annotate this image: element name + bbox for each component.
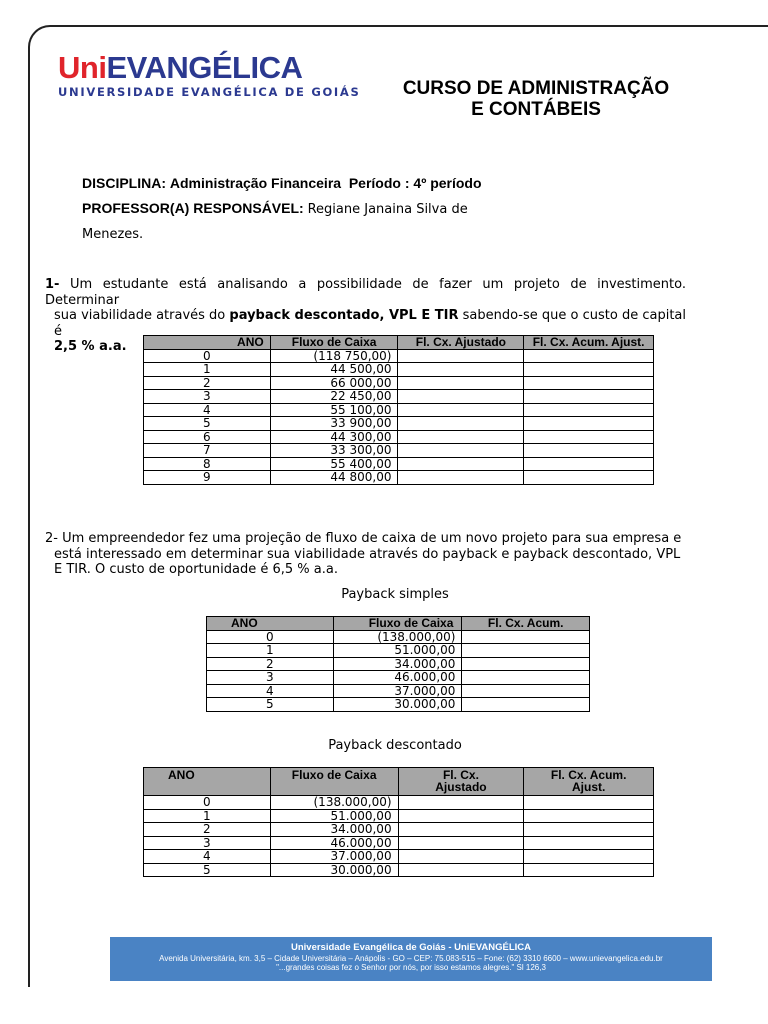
table-row [207, 698, 590, 712]
blank-answer-cell [462, 684, 590, 698]
blank-answer-cell [524, 809, 654, 823]
discipline-value: Administração Financeira [169, 175, 342, 191]
year-cell: 6 [144, 430, 271, 444]
blank-answer-cell [524, 430, 654, 444]
cash-flow-cell: 46.000,00 [270, 836, 398, 850]
cash-flow-cell: 37.000,00 [270, 850, 398, 864]
simple-header-ano: ANO [207, 617, 334, 631]
payback-descontado-table [143, 767, 654, 877]
table-row [207, 671, 590, 685]
table-row [144, 444, 654, 458]
cash-flow-cell: 51.000,00 [270, 809, 398, 823]
table-row [207, 630, 590, 644]
table-row [144, 471, 654, 485]
q1-text-a: Um estudante está analisando a possibilidade de fazer um projeto de investimento. Determinar [45, 277, 686, 308]
table-row [144, 390, 654, 404]
blank-answer-cell [524, 444, 654, 458]
q1-number: 1- [45, 277, 60, 292]
footer-verse: "...grandes coisas fez o Senhor por nós, por isso estamos alegres." Sl 126,3 [276, 963, 546, 972]
blank-answer-cell [398, 471, 524, 485]
blank-answer-cell [524, 850, 654, 864]
logo-uni: Uni [58, 50, 107, 85]
course-title-line2: E CONTÁBEIS [471, 99, 601, 120]
desc-header-ajustado-l2: Ajustado [435, 780, 487, 794]
blank-answer-cell [398, 444, 524, 458]
blank-answer-cell [524, 376, 654, 390]
table-row [144, 823, 654, 837]
cash-flow-cell: 66 000,00 [270, 376, 398, 390]
logo-subtitle: UNIVERSIDADE EVANGÉLICA DE GOIÁS [58, 85, 361, 99]
year-cell: 2 [207, 657, 334, 671]
year-cell: 7 [144, 444, 271, 458]
logo-evangelica: EVANGÉLICA [106, 50, 303, 85]
table-row [144, 457, 654, 471]
q1-text-b: sua viabilidade através do [54, 308, 226, 323]
year-cell: 0 [207, 630, 334, 644]
desc-header-acum-l2: Ajust. [571, 780, 606, 794]
blank-answer-cell [524, 417, 654, 431]
year-cell: 1 [207, 644, 334, 658]
table-row [144, 863, 654, 877]
simple-header-fluxo: Fluxo de Caixa [333, 617, 462, 631]
year-cell: 0 [144, 349, 271, 363]
period-value: 4º período [413, 175, 482, 191]
q1-bold-b: payback descontado, VPL E TIR [229, 308, 459, 323]
simple-header-acum: Fl. Cx. Acum. [462, 617, 590, 631]
q1-rate: 2,5 % a.a. [54, 339, 127, 354]
university-logo [58, 52, 361, 99]
year-cell: 1 [144, 809, 271, 823]
table-row [144, 363, 654, 377]
blank-answer-cell [398, 457, 524, 471]
year-cell: 0 [144, 796, 271, 810]
blank-answer-cell [398, 363, 524, 377]
cash-flow-cell: 44 800,00 [270, 471, 398, 485]
blank-answer-cell [462, 657, 590, 671]
blank-answer-cell [524, 836, 654, 850]
desc-header-ano: ANO [144, 768, 271, 796]
desc-header-ajustado [398, 768, 524, 796]
year-cell: 2 [144, 823, 271, 837]
blank-answer-cell [398, 823, 524, 837]
year-cell: 3 [207, 671, 334, 685]
footer-address: Avenida Universitária, km. 3,5 – Cidade Universitária – Anápolis - GO – CEP: 75.083-515 – Fone: (62) 3310 6600 – www.unievangelica.edu.br [159, 954, 663, 963]
q1-table [143, 335, 654, 485]
desc-header-ajustado-l1: Fl. Cx. [442, 768, 479, 782]
year-cell: 8 [144, 457, 271, 471]
blank-answer-cell [398, 430, 524, 444]
cash-flow-cell: 55 400,00 [270, 457, 398, 471]
year-cell: 9 [144, 471, 271, 485]
table-row [144, 403, 654, 417]
blank-answer-cell [398, 809, 524, 823]
question-2 [45, 531, 686, 578]
blank-answer-cell [524, 471, 654, 485]
blank-answer-cell [524, 796, 654, 810]
table-row [207, 684, 590, 698]
table-row [144, 417, 654, 431]
professor-name-cont: Menezes. [82, 227, 144, 242]
footer-title: Universidade Evangélica de Goiás - UniEVANGÉLICA [290, 942, 532, 953]
desc-header-fluxo: Fluxo de Caixa [270, 768, 398, 796]
q1-header-ajustado: Fl. Cx. Ajustado [398, 336, 524, 350]
cash-flow-cell: 37.000,00 [333, 684, 462, 698]
blank-answer-cell [462, 644, 590, 658]
blank-answer-cell [398, 390, 524, 404]
q1-header-fluxo: Fluxo de Caixa [270, 336, 398, 350]
blank-answer-cell [398, 349, 524, 363]
blank-answer-cell [462, 671, 590, 685]
cash-flow-cell: 34.000,00 [270, 823, 398, 837]
cash-flow-cell: 33 900,00 [270, 417, 398, 431]
blank-answer-cell [398, 796, 524, 810]
desc-header-acum-l1: Fl. Cx. Acum. [550, 768, 627, 782]
blank-answer-cell [524, 823, 654, 837]
professor-label: PROFESSOR(A) RESPONSÁVEL: [82, 200, 304, 216]
table-row [144, 796, 654, 810]
caption-payback-descontado: Payback descontado [328, 738, 462, 753]
cash-flow-cell: (118 750,00) [270, 349, 398, 363]
professor-name: Regiane Janaina Silva de [307, 202, 468, 217]
table-row [144, 836, 654, 850]
blank-answer-cell [524, 403, 654, 417]
blank-answer-cell [524, 863, 654, 877]
discipline-line [82, 175, 482, 191]
cash-flow-cell: (138.000,00) [333, 630, 462, 644]
cash-flow-cell: 55 100,00 [270, 403, 398, 417]
cash-flow-cell: 44 500,00 [270, 363, 398, 377]
year-cell: 4 [144, 850, 271, 864]
course-title [380, 78, 692, 120]
table-row [144, 850, 654, 864]
q2-line2: está interessado em determinar sua viabilidade através do payback e payback descontado, VPL [54, 546, 681, 562]
year-cell: 5 [144, 863, 271, 877]
q1-header-acum: Fl. Cx. Acum. Ajust. [524, 336, 654, 350]
cash-flow-cell: 34.000,00 [333, 657, 462, 671]
blank-answer-cell [524, 390, 654, 404]
q1-header-ano: ANO [144, 336, 271, 350]
blank-answer-cell [398, 417, 524, 431]
blank-answer-cell [398, 376, 524, 390]
professor-line [82, 200, 468, 217]
q1-text-c: sabendo-se que o custo de capital é [54, 308, 686, 339]
period-label: Período : [348, 175, 410, 191]
table-row [144, 809, 654, 823]
table-row [207, 644, 590, 658]
caption-payback-simples: Payback simples [341, 587, 449, 602]
year-cell: 4 [144, 403, 271, 417]
blank-answer-cell [462, 698, 590, 712]
blank-answer-cell [524, 363, 654, 377]
q2-line3: E TIR. O custo de oportunidade é 6,5 % a.a. [54, 562, 338, 577]
course-title-line1: CURSO DE ADMINISTRAÇÃO [402, 78, 670, 99]
desc-header-acum [524, 768, 654, 796]
table-row [144, 430, 654, 444]
cash-flow-cell: 51.000,00 [333, 644, 462, 658]
cash-flow-cell: 30.000,00 [270, 863, 398, 877]
year-cell: 3 [144, 390, 271, 404]
blank-answer-cell [398, 836, 524, 850]
blank-answer-cell [524, 349, 654, 363]
footer-banner [110, 937, 712, 981]
blank-answer-cell [524, 457, 654, 471]
table-row [144, 349, 654, 363]
discipline-label: DISCIPLINA: [82, 175, 166, 191]
cash-flow-cell: (138.000,00) [270, 796, 398, 810]
blank-answer-cell [462, 630, 590, 644]
table-row [207, 657, 590, 671]
blank-answer-cell [398, 850, 524, 864]
cash-flow-cell: 46.000,00 [333, 671, 462, 685]
blank-answer-cell [398, 403, 524, 417]
cash-flow-cell: 30.000,00 [333, 698, 462, 712]
year-cell: 2 [144, 376, 271, 390]
year-cell: 5 [207, 698, 334, 712]
cash-flow-cell: 44 300,00 [270, 430, 398, 444]
cash-flow-cell: 33 300,00 [270, 444, 398, 458]
year-cell: 1 [144, 363, 271, 377]
blank-answer-cell [398, 863, 524, 877]
year-cell: 5 [144, 417, 271, 431]
q2-line1: 2- Um empreendedor fez uma projeção de fluxo de caixa de um novo projeto para sua empresa e [45, 531, 682, 546]
year-cell: 4 [207, 684, 334, 698]
payback-simples-table [206, 616, 590, 712]
table-row [144, 376, 654, 390]
cash-flow-cell: 22 450,00 [270, 390, 398, 404]
year-cell: 3 [144, 836, 271, 850]
